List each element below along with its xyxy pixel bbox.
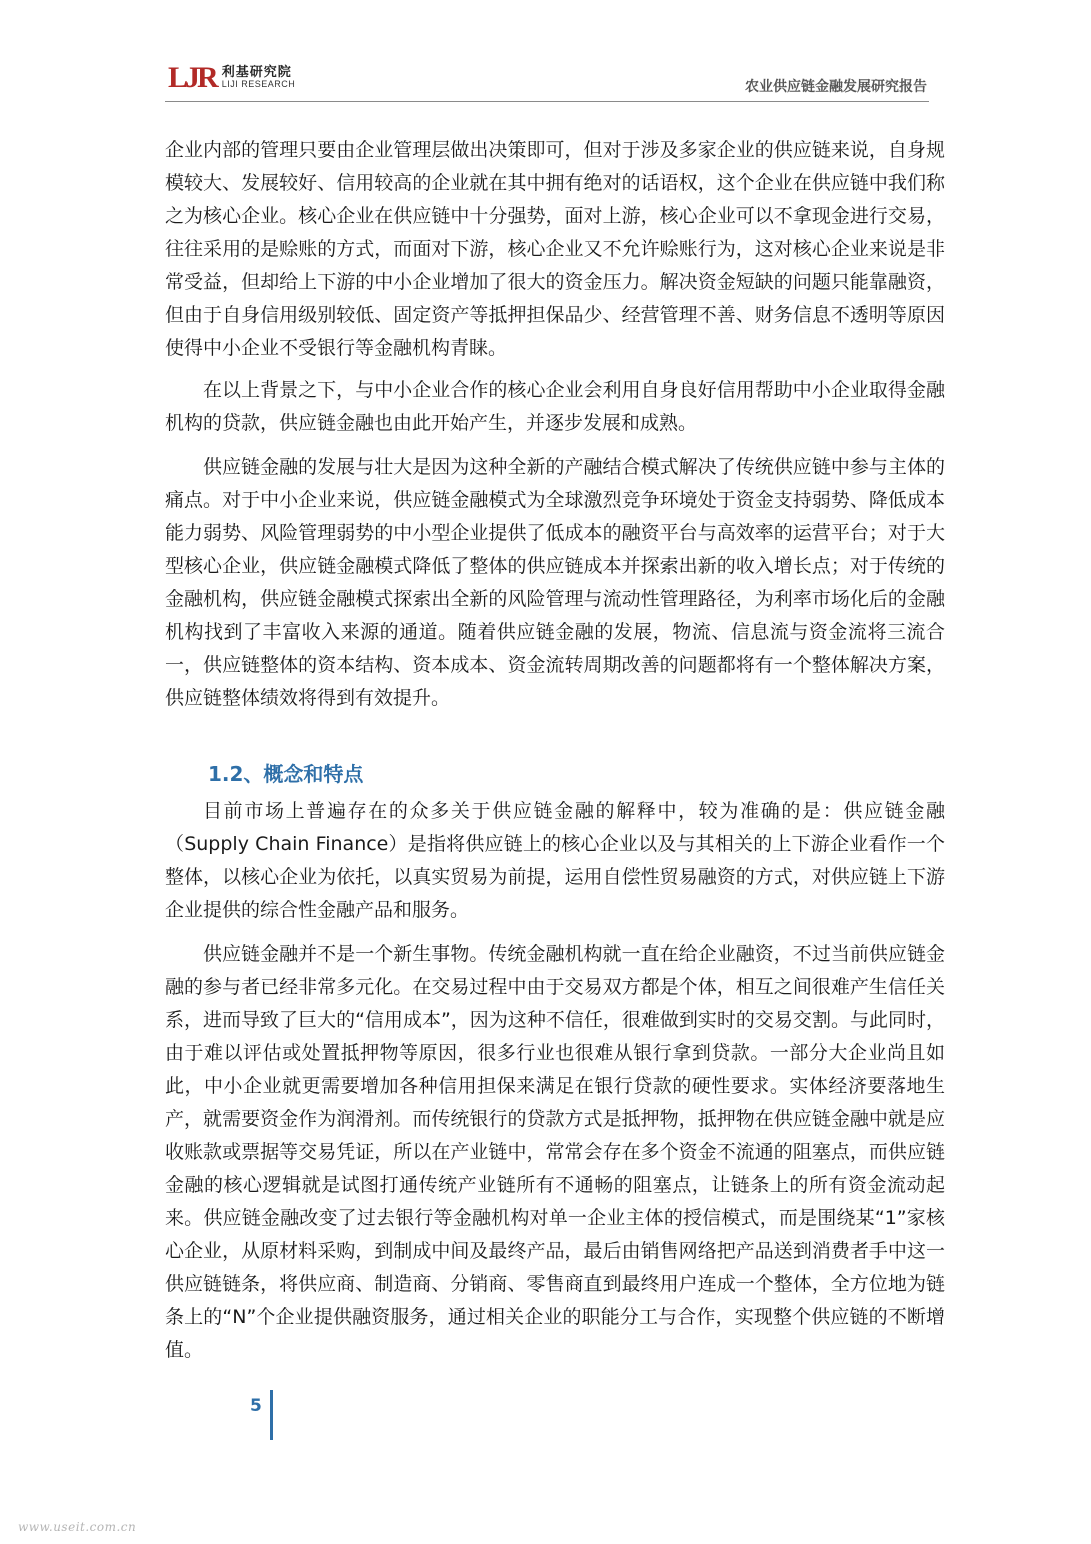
paragraph-core-enterprise: 企业内部的管理只要由企业管理层做出决策即可，但对于涉及多家企业的供应链来说，自身规模较大、发展较好、信用较高的企业就在其中拥有绝对的话语权，这个企业在供应链中我们称之为核心企业。核心企业在供应链中十分强势，面对上游，核心企业可以不拿现金进行交易，往往采用的是赊账的方式，而面对下游，核心企业又不允许赊账行为，这对核心企业来说是非常受益，但却给上下游的中小企业增加了很大的资金压力。解决资金短缺的问题只能靠融资，但由于自身信用级别较低、固定资产等抵押担保品少、经营管理不善、财务信息不透明等原因使得中小企业不受银行等金融机构青睐。 <box>165 139 945 359</box>
logo-english-name: LIJI RESEARCH <box>221 79 296 90</box>
paragraph-characteristics: 供应链金融并不是一个新生事物。传统金融机构就一直在给企业融资，不过当前供应链金融的参与者已经非常多元化。在交易过程中由于交易双方都是个体，相互之间很难产生信任关系，进而导致了巨大的“信用成本”，因为这种不信任，很难做到实时的交易交割。与此同时，由于难以评估或处置抵押物等原因，很多行业也很难从银行拿到贷款。一部分大企业尚且如此，中小企业就更需要增加各种信用担保来满足在银行贷款的硬性要求。实体经济要落地生产，就需要资金作为润滑剂。而传统银行的贷款方式是抵押物，抵押物在供应链金融中就是应收账款或票据等交易凭证，所以在产业链中，常常会存在多个资金不流通的阻塞点，而供应链金融的核心逻辑就是试图打通传统产业链所有不通畅的阻塞点，让链条上的所有资金流动起来。供应链金融改变了过去银行等金融机构对单一企业主体的授信模式，而是围绕某“1”家核心企业，从原材料采购，到制成中间及最终产品，最后由销售网络把产品送到消费者手中这一供应链链条，将供应商、制造商、分销商、零售商直到最终用户连成一个整体，全方位地为链条上的“N”个企业提供融资服务，通过相关企业的职能分工与合作，实现整个供应链的不断增值。 <box>165 943 945 1361</box>
page-number-bar <box>270 1390 273 1440</box>
section-heading: 1.2、概念和特点 <box>208 762 364 786</box>
watermark: www.useit.com.cn <box>18 1520 137 1534</box>
logo-text <box>222 66 296 89</box>
header-divider <box>165 101 929 102</box>
page-number: 5 <box>250 1396 262 1416</box>
report-title: 农业供应链金融发展研究报告 <box>745 79 927 95</box>
logo <box>168 62 295 94</box>
paragraph-definition: 目前市场上普遍存在的众多关于供应链金融的解释中，较为准确的是：供应链金融（Supply Chain Finance）是指将供应链上的核心企业以及与其相关的上下游企业看作一个整体，以核心企业为依托，以真实贸易为前提，运用自偿性贸易融资的方式，对供应链上下游企业提供的综合性金融产品和服务。 <box>165 800 945 921</box>
logo-mark: LJR <box>168 61 216 94</box>
paragraph-background: 在以上背景之下，与中小企业合作的核心企业会利用自身良好信用帮助中小企业取得金融机构的贷款，供应链金融也由此开始产生，并逐步发展和成熟。 <box>165 379 945 434</box>
logo-chinese-name: 利基研究院 <box>221 65 292 81</box>
page-header <box>0 0 1091 104</box>
document-body <box>165 134 945 1378</box>
paragraph-development: 供应链金融的发展与壮大是因为这种全新的产融结合模式解决了传统供应链中参与主体的痛点。对于中小企业来说，供应链金融模式为全球激烈竞争环境处于资金支持弱势、降低成本能力弱势、风险管理弱势的中小型企业提供了低成本的融资平台与高效率的运营平台；对于大型核心企业，供应链金融模式降低了整体的供应链成本并探索出新的收入增长点；对于传统的金融机构，供应链金融模式探索出全新的风险管理与流动性管理路径，为利率市场化后的金融机构找到了丰富收入来源的通道。随着供应链金融的发展，物流、信息流与资金流将三流合一，供应链整体的资本结构、资本成本、资金流转周期改善的问题都将有一个整体解决方案，供应链整体绩效将得到有效提升。 <box>165 456 945 709</box>
